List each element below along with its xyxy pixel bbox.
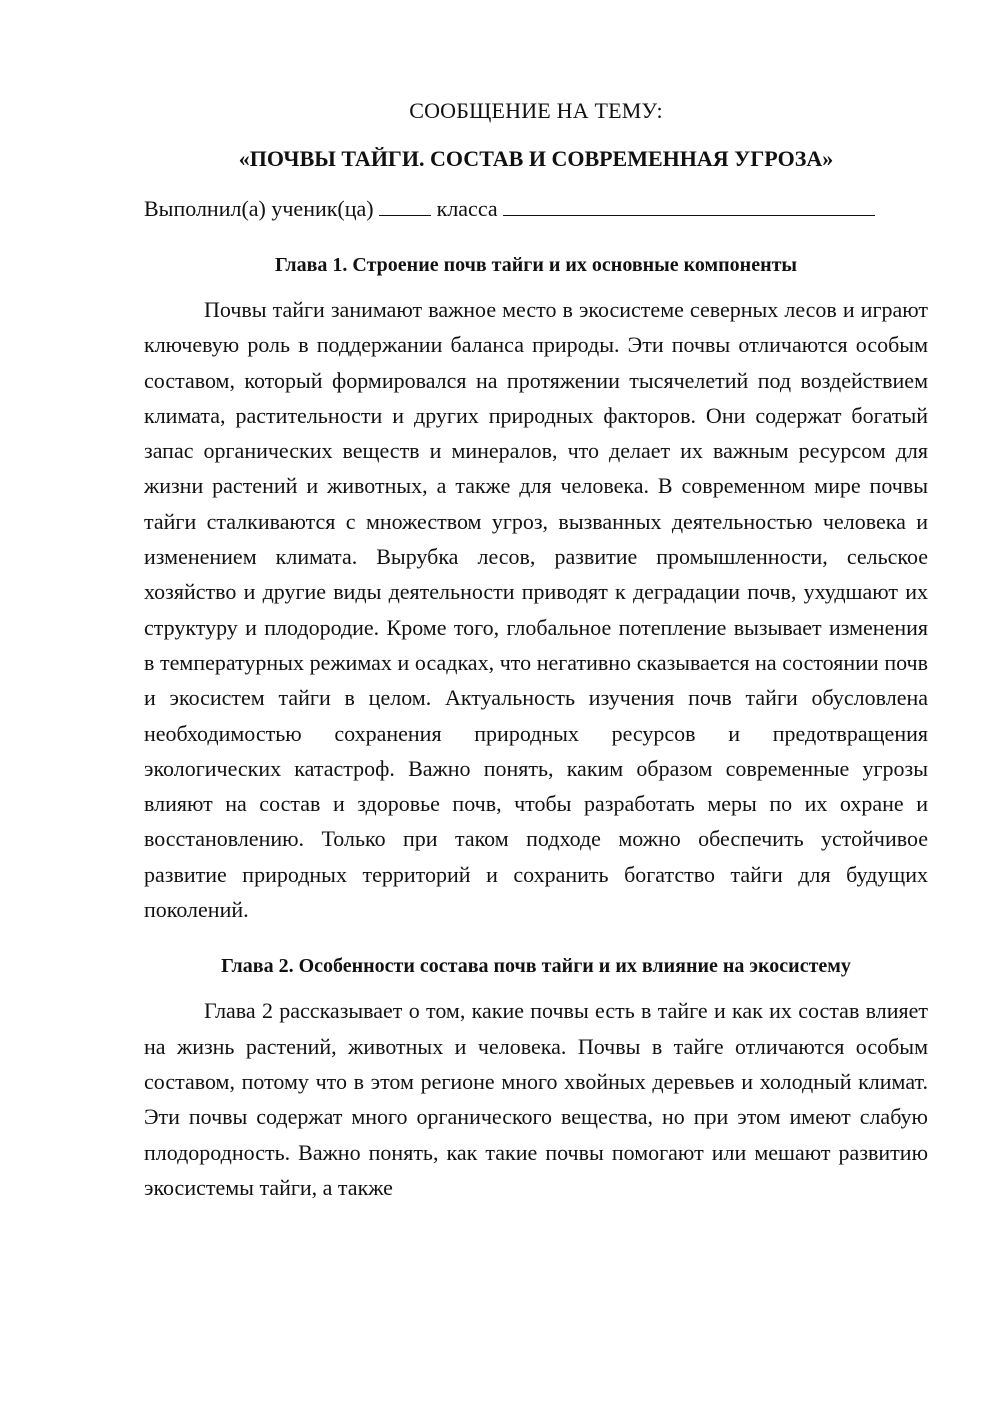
author-line [144, 194, 928, 224]
document-title: «ПОЧВЫ ТАЙГИ. СОСТАВ И СОВРЕМЕННАЯ УГРОЗА» [238, 146, 834, 171]
class-label: класса [436, 196, 498, 221]
chapter1-heading: Глава 1. Строение почв тайги и их основные компоненты [274, 254, 798, 276]
grade-blank [379, 195, 431, 216]
name-blank [503, 195, 875, 216]
chapter2-heading: Глава 2. Особенности состава почв тайги и их влияние на экосистему [221, 955, 851, 978]
performed-by-label: Выполнил(а) ученик(ца) [144, 196, 374, 221]
chapter2-paragraph: Глава 2 рассказывает о том, какие почвы есть в тайге и как их состав влияет на жизнь растений, животных и человека. Почвы в тайге отличаются особым составом, потому что в этом регионе много хвойных деревьев и холодный климат. Эти почвы содержат много органического вещества, но при этом имеют слабую плодородность. Важно понять, как такие почвы помогают или мешают развитию экосистемы тайги, а также [144, 998, 928, 1200]
document-page [144, 96, 928, 1205]
subject-line: СООБЩЕНИЕ НА ТЕМУ: [409, 98, 663, 123]
chapter1-paragraph: Почвы тайги занимают важное место в экосистеме северных лесов и играют ключевую роль в поддержании баланса природы. Эти почвы отличаются особым составом, который формировался на протяжении тысячелетий под воздействием климата, растительности и других природных факторов. Они содержат богатый запас органических веществ и минералов, что делает их важным ресурсом для жизни растений и животных, а также для человека. В современном мире почвы тайги сталкиваются с множеством угроз, вызванных деятельностью человека и изменением климата. Вырубка лесов, развитие промышленности, сельское хозяйство и другие виды деятельности приводят к деградации почв, ухудшают их структуру и плодородие. Кроме того, глобальное потепление вызывает изменения в температурных режимах и осадках, что негативно сказывается на состоянии почв и экосистем тайги в целом. Актуальность изучения почв тайги обусловлена необходимостью сохранения природных ресурсов и предотвращения экологических катастроф. Важно понять, каким образом современные угрозы влияют на состав и здоровье почв, чтобы разработать меры по их охране и восстановлению. Только при таком подходе можно обеспечить устойчивое развитие природных территорий и сохранить богатство тайги для будущих поколений. [144, 297, 928, 923]
